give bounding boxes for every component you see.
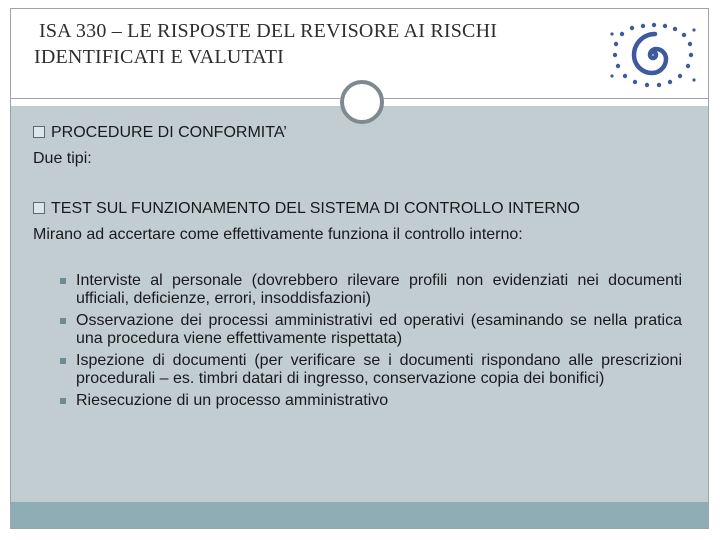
checkbox-square-icon (33, 202, 45, 214)
footer-bar (11, 502, 708, 528)
bullet-square-icon (60, 278, 66, 284)
section-heading-test (33, 200, 580, 218)
list-item (60, 312, 682, 348)
section-subtext: Mirano ad accertare come effettivamente funziona il controllo interno: (33, 226, 523, 243)
section-subtext: Due tipi: (33, 150, 92, 167)
list-item (60, 392, 682, 410)
list-item (60, 272, 682, 308)
section-heading-conformita (33, 124, 287, 142)
checkbox-square-icon (33, 126, 45, 138)
bullet-square-icon (60, 398, 66, 404)
list-item-text: Interviste al personale (dovrebbero rilevare profili non evidenziati nei documenti ufficiali, deficienze, errori, insoddisfazioni) (76, 272, 682, 307)
section-heading-text: TEST SUL FUNZIONAMENTO DEL SISTEMA DI CONTROLLO INTERNO (51, 200, 580, 217)
list-item-text: Ispezione di documenti (per verificare se i documenti rispondano alle prescrizioni procedurali – es. timbri datari di ingresso, conservazione copia dei bonifici) (76, 352, 682, 387)
slide-title (34, 18, 594, 70)
title-divider-left (11, 98, 340, 99)
divider-ring-icon (340, 80, 384, 124)
title-divider-right (384, 98, 708, 99)
list-item-text: Riesecuzione di un processo amministrativo (76, 392, 389, 409)
list-item (60, 352, 682, 388)
bullet-list (60, 272, 682, 414)
slide-title-line2: IDENTIFICATI E VALUTATI (34, 46, 285, 68)
spiral-dots-icon (610, 22, 696, 88)
section-heading-text: PROCEDURE DI CONFORMITA’ (51, 124, 287, 141)
list-item-text: Osservazione dei processi amministrativi ed operativi (esaminando se nella pratica una procedura viene effettivamente rispettata) (76, 312, 682, 347)
bullet-square-icon (60, 358, 66, 364)
bullet-square-icon (60, 318, 66, 324)
slide-title-line1: ISA 330 – LE RISPOSTE DEL REVISORE AI RISCHI (39, 20, 498, 42)
